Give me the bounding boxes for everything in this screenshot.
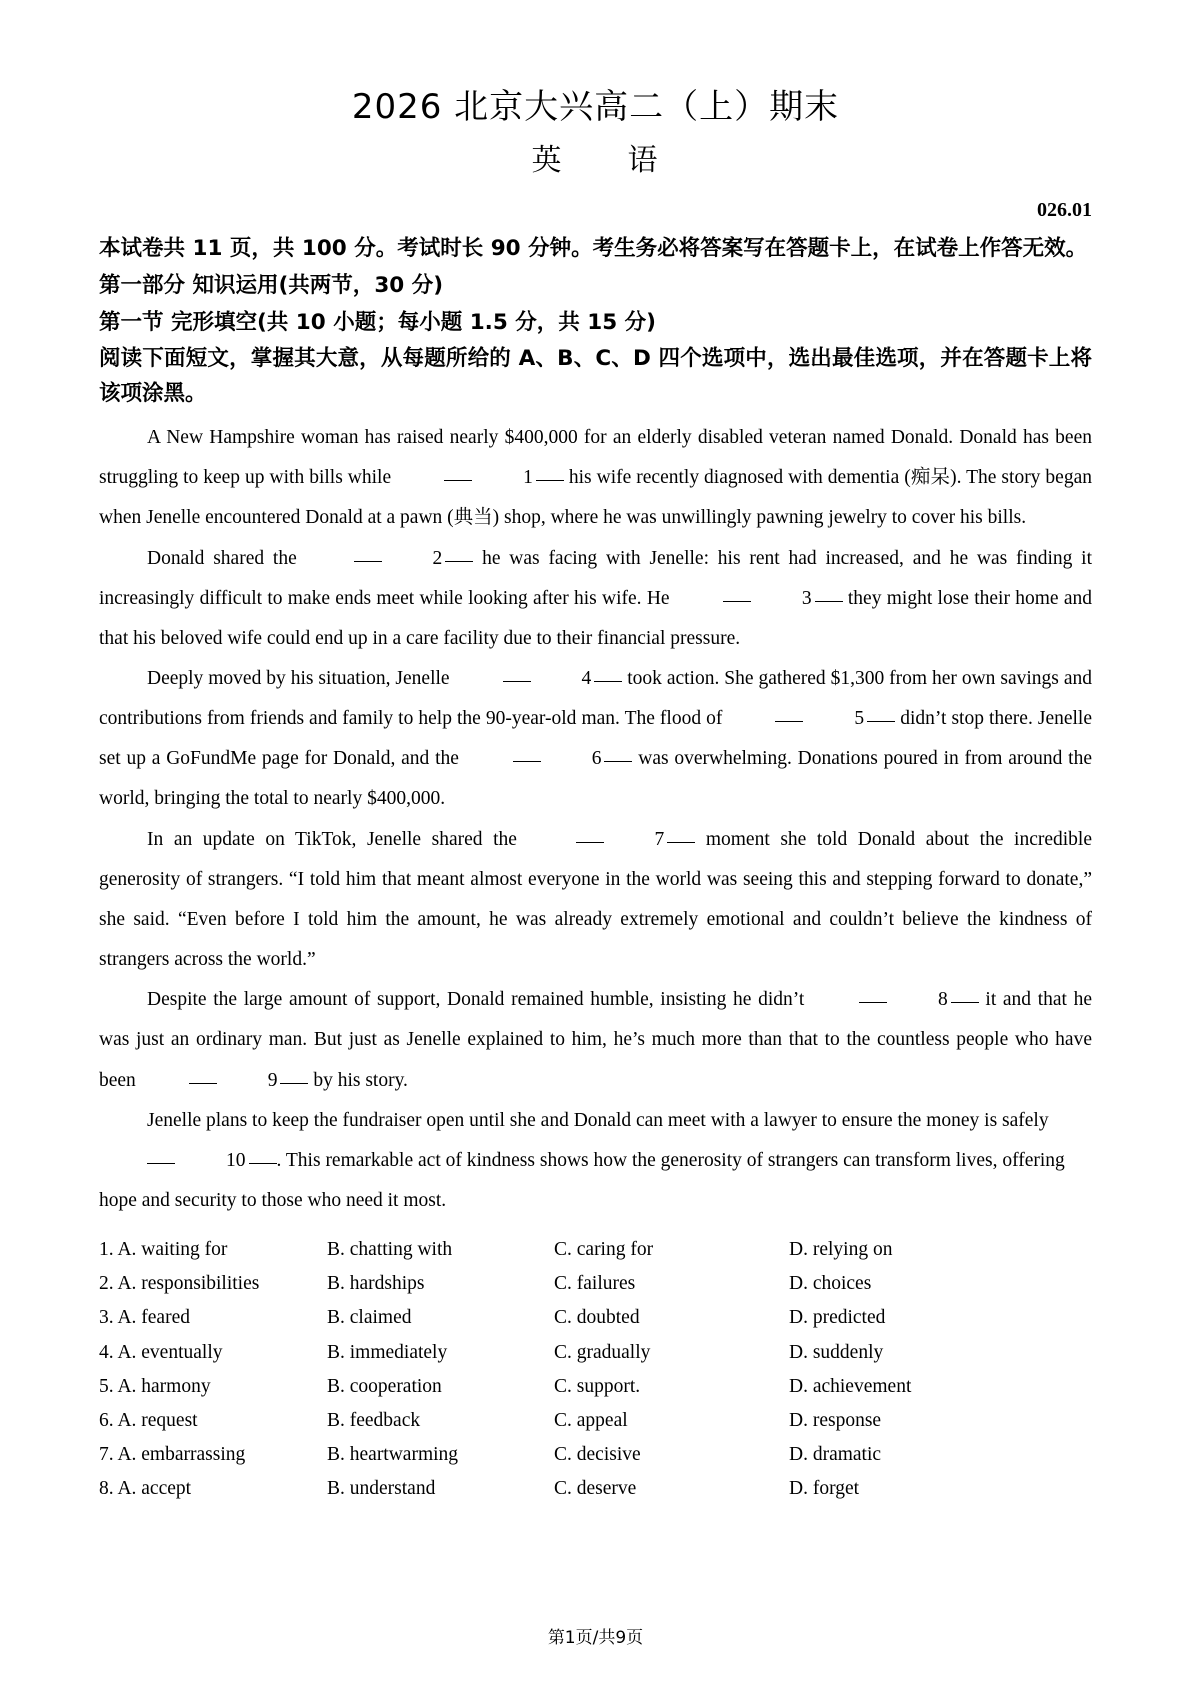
blank-rule-left — [576, 842, 604, 843]
blank-rule-left — [444, 480, 472, 481]
option-choice-d[interactable]: D. predicted — [789, 1307, 886, 1329]
option-choice-b[interactable]: B. understand — [327, 1478, 436, 1500]
option-row — [99, 1370, 1092, 1404]
option-choice-a[interactable] — [99, 1404, 327, 1438]
option-choice-b[interactable]: B. immediately — [327, 1341, 448, 1363]
passage-paragraph-6 — [99, 1101, 1092, 1221]
passage-paragraph-5 — [99, 980, 1092, 1100]
option-number: 6. — [99, 1409, 114, 1431]
blank-rule-left — [503, 681, 531, 682]
blank-number: 9 — [267, 1069, 278, 1091]
option-row — [99, 1267, 1092, 1301]
blank-number: 1 — [523, 467, 533, 489]
blank-rule-left — [723, 601, 751, 602]
option-choice-c[interactable]: C. doubted — [554, 1307, 640, 1329]
blank-rule-left — [354, 561, 382, 562]
blank-rule-left — [147, 1163, 175, 1164]
option-choice-d[interactable]: D. relying on — [789, 1239, 893, 1261]
passage-paragraph-1 — [99, 412, 1092, 538]
option-choice-c[interactable]: C. failures — [554, 1273, 636, 1295]
blank-9 — [141, 1061, 309, 1101]
blank-rule-right — [951, 1002, 979, 1003]
option-choice-d[interactable]: D. choices — [789, 1273, 872, 1295]
option-label: A. embarrassing — [117, 1443, 246, 1465]
option-choice-d[interactable]: D. response — [789, 1409, 882, 1431]
option-choice-c[interactable]: C. appeal — [554, 1409, 628, 1431]
option-number: 1. — [99, 1239, 114, 1261]
blank-number: 3 — [801, 587, 812, 609]
date-stamp: 026.01 — [1037, 198, 1092, 221]
option-number: 4. — [99, 1341, 114, 1363]
blank-rule-right — [536, 480, 564, 481]
passage-paragraph-2 — [99, 539, 1092, 659]
option-choice-b[interactable]: B. hardships — [327, 1273, 425, 1295]
blank-rule-right — [604, 761, 632, 762]
option-choice-a[interactable] — [99, 1336, 327, 1370]
option-choice-d[interactable]: D. suddenly — [789, 1341, 884, 1363]
option-label: A. harmony — [117, 1375, 211, 1397]
blank-rule-left — [189, 1083, 217, 1084]
section-one-heading: 第一节 完形填空(共 10 小题；每小题 1.5 分，共 15 分) — [99, 309, 656, 335]
part-one-heading: 第一部分 知识运用(共两节，30 分) — [99, 272, 444, 298]
section-one-note: 阅读下面短文，掌握其大意，从每题所给的 A、B、C、D 四个选项中，选出最佳选项，并在答题卡上将该项涂黑。 — [99, 346, 1092, 407]
blank-7 — [528, 820, 696, 860]
blank-rule-left — [859, 1002, 887, 1003]
option-row — [99, 1438, 1092, 1472]
blank-3 — [675, 579, 843, 619]
page-footer: 第1页/共9页 — [547, 1628, 644, 1648]
passage-text: moment she told Donald about the incredible generosity of strangers. “I told him that meant almost everyone in the world was seeing this and stepping forward to donate,” she said. “Even before I told him the amount, he was already extremely emotional and couldn’t believe the kindness of strangers across the world.” — [99, 828, 1093, 971]
option-choice-c[interactable]: C. deserve — [554, 1478, 637, 1500]
option-label: A. accept — [117, 1478, 192, 1500]
option-choice-c[interactable]: C. caring for — [554, 1239, 654, 1261]
option-number: 3. — [99, 1307, 114, 1329]
blank-number: 4 — [581, 667, 592, 689]
passage-text: they might lose their home and that his beloved wife could end up in a care facility due to their financial pressure. — [99, 587, 1092, 649]
option-choice-d[interactable]: D. achievement — [789, 1375, 912, 1397]
blank-number: 5 — [854, 708, 865, 730]
option-choice-a[interactable] — [99, 1301, 327, 1335]
passage-text: he was facing with Jenelle: his rent had increased, and he was finding it increasingly difficult to make ends meet while looking after his wife. He — [99, 547, 1093, 609]
option-number: 8. — [99, 1478, 114, 1500]
option-label: A. feared — [117, 1307, 190, 1329]
blank-rule-right — [445, 561, 473, 562]
blank-8 — [811, 980, 979, 1020]
blank-number: 7 — [654, 828, 665, 850]
blank-rule-left — [775, 721, 803, 722]
option-choice-d[interactable]: D. dramatic — [789, 1443, 882, 1465]
passage-text: A New Hampshire woman has raised nearly $400,000 for an elderly disabled veteran named Donald. Donald has been struggling to keep up with bills while — [99, 427, 1092, 489]
page-title: 2026 北京大兴高二（上）期末 — [351, 87, 840, 127]
option-choice-b[interactable]: B. claimed — [327, 1307, 412, 1329]
blank-rule-right — [867, 721, 895, 722]
option-label: A. responsibilities — [117, 1273, 260, 1295]
option-label: A. eventually — [117, 1341, 223, 1363]
option-choice-a[interactable] — [99, 1438, 327, 1472]
passage-text: . This remarkable act of kindness shows how the generosity of strangers can transform lives, offering hope and security to those who need it most. — [99, 1149, 1065, 1212]
option-row — [99, 1404, 1092, 1438]
option-choice-c[interactable]: C. decisive — [554, 1443, 641, 1465]
passage-text: Despite the large amount of support, Donald remained humble, insisting he didn’t — [147, 989, 811, 1011]
passage-text: it and that he was just an ordinary man. But just as Jenelle explained to him, he’s much more than that to the countless people who have been — [99, 989, 1092, 1091]
option-row — [99, 1472, 1092, 1506]
passage-text: was overwhelming. Donations poured in from around the world, bringing the total to nearly $400,000. — [99, 748, 1093, 810]
options-list — [99, 1221, 1092, 1506]
blank-number: 10 — [226, 1149, 246, 1171]
option-row — [99, 1233, 1092, 1267]
option-choice-b[interactable]: B. cooperation — [327, 1375, 442, 1397]
passage-paragraph-4 — [99, 820, 1092, 981]
option-choice-b[interactable]: B. feedback — [327, 1409, 421, 1431]
passage-text: Donald shared the — [147, 547, 306, 569]
blank-rule-right — [667, 842, 695, 843]
option-label: A. request — [117, 1409, 198, 1431]
option-row — [99, 1336, 1092, 1370]
blank-rule-right — [280, 1083, 308, 1084]
option-choice-c[interactable]: C. gradually — [554, 1341, 651, 1363]
blank-1 — [396, 458, 564, 498]
passage-text: his wife recently diagnosed with dementia (痴呆). The story began when Jenelle encountered Donald at a pawn (典当) shop, where he was unwillingly pawning jewelry to cover his bills. — [99, 467, 1092, 529]
blank-number: 2 — [432, 547, 443, 569]
option-choice-b[interactable]: B. heartwarming — [327, 1443, 459, 1465]
blank-number: 6 — [591, 748, 602, 770]
blank-10 — [99, 1141, 277, 1181]
option-choice-a[interactable] — [99, 1267, 327, 1301]
blank-rule-right — [594, 681, 622, 682]
option-number: 7. — [99, 1443, 114, 1465]
exam-note: 本试卷共 11 页，共 100 分。考试时长 90 分钟。考生务必将答案写在答题卡上，在试卷上作答无效。 — [99, 235, 1088, 261]
blank-5 — [727, 699, 895, 739]
passage-text: Jenelle plans to keep the fundraiser open until she and Donald can meet with a lawyer to ensure the money is safely — [147, 1109, 1049, 1131]
blank-rule-right — [815, 601, 843, 602]
option-row — [99, 1301, 1092, 1335]
option-choice-d[interactable]: D. forget — [789, 1478, 860, 1500]
option-choice-b[interactable]: B. chatting with — [327, 1239, 453, 1261]
blank-rule-right — [249, 1163, 277, 1164]
passage-text: took action. She gathered $1,300 from her own savings and contributions from friends and family to help the 90-year-old man. The flood of — [99, 667, 1092, 730]
option-number: 5. — [99, 1375, 114, 1397]
passage-text: Deeply moved by his situation, Jenelle — [147, 667, 455, 689]
option-number: 2. — [99, 1273, 114, 1295]
blank-2 — [306, 539, 474, 579]
passage-text: didn’t stop there. Jenelle set up a GoFundMe page for Donald, and the — [99, 708, 1093, 770]
option-choice-a[interactable] — [99, 1233, 327, 1267]
passage-text: by his story. — [308, 1069, 408, 1091]
subject-title: 英 语 — [531, 142, 660, 178]
passage-paragraph-3 — [99, 659, 1092, 820]
option-label: A. waiting for — [117, 1239, 228, 1261]
option-choice-c[interactable]: C. support. — [554, 1375, 641, 1397]
blank-6 — [465, 739, 633, 779]
blank-rule-left — [513, 761, 541, 762]
option-choice-a[interactable] — [99, 1370, 327, 1404]
blank-number: 8 — [938, 989, 948, 1011]
blank-4 — [455, 659, 623, 699]
option-choice-a[interactable] — [99, 1472, 327, 1506]
passage-text: In an update on TikTok, Jenelle shared the — [147, 828, 528, 850]
